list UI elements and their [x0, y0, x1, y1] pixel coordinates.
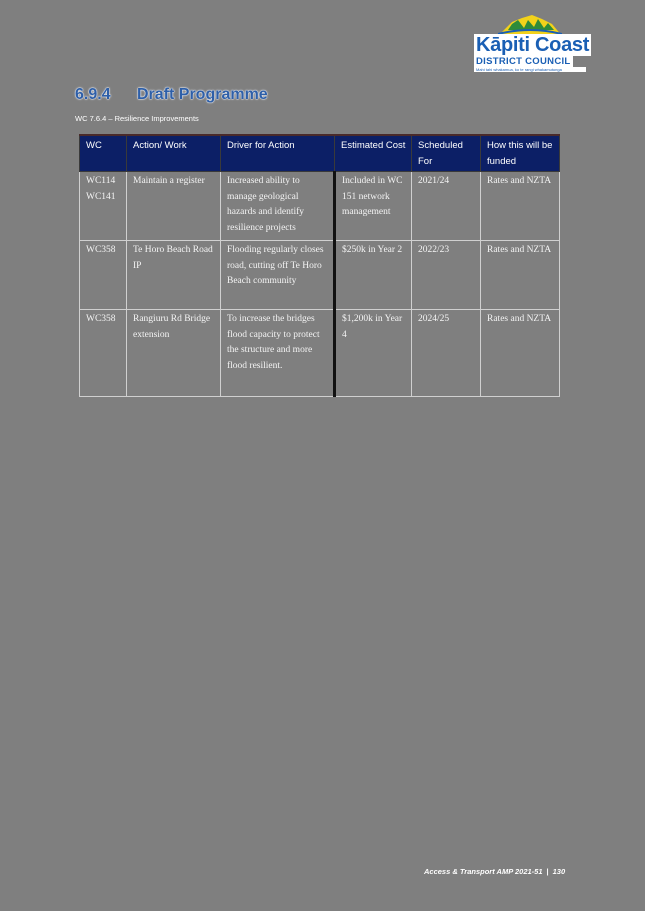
cell-cost: $250k in Year 2 — [335, 241, 412, 310]
column-header-driver: Driver for Action — [221, 135, 335, 172]
logo-tagline: Mahi tahi whakamua, ko te rangi whakamutunga — [474, 67, 586, 72]
table-header-row — [80, 135, 560, 172]
table-row — [80, 172, 560, 241]
cell-driver: Flooding regularly closes road, cutting off Te Horo Beach community — [221, 241, 335, 310]
cell-funding: Rates and NZTA — [481, 172, 560, 241]
cell-funding: Rates and NZTA — [481, 241, 560, 310]
cell-scheduled: 2021/24 — [412, 172, 481, 241]
cell-wc: WC358 — [80, 310, 127, 397]
section-heading — [75, 86, 268, 104]
column-header-action: Action/ Work — [127, 135, 221, 172]
column-header-funding: How this will be funded — [481, 135, 560, 172]
column-header-cost: Estimated Cost — [335, 135, 412, 172]
table-row — [80, 241, 560, 310]
logo-name: Kāpiti Coast — [476, 34, 590, 56]
cell-wc: WC358 — [80, 241, 127, 310]
table-caption: WC 7.6.4 – Resilience Improvements — [75, 114, 199, 123]
cell-action: Maintain a register — [127, 172, 221, 241]
logo-subtitle: DISTRICT COUNCIL — [476, 56, 571, 67]
cell-cost: Included in WC 151 network management — [335, 172, 412, 241]
kapiti-coast-logo — [472, 14, 590, 70]
footer-document-title: Access & Transport AMP 2021-51 — [424, 867, 543, 876]
column-header-wc: WC — [80, 135, 127, 172]
footer-separator: | — [546, 867, 549, 876]
cell-driver: To increase the bridges flood capacity to protect the structure and more flood resilient. — [221, 310, 335, 397]
cell-action: Te Horo Beach Road IP — [127, 241, 221, 310]
page-footer — [424, 867, 565, 876]
draft-programme-table — [79, 134, 560, 397]
cell-action: Rangiuru Rd Bridge extension — [127, 310, 221, 397]
cell-wc: WC114 WC141 — [80, 172, 127, 241]
cell-driver: Increased ability to manage geological hazards and identify resilience projects — [221, 172, 335, 241]
cell-cost: $1,200k in Year 4 — [335, 310, 412, 397]
column-header-scheduled: Scheduled For — [412, 135, 481, 172]
cell-scheduled: 2024/25 — [412, 310, 481, 397]
table-row — [80, 310, 560, 397]
cell-funding: Rates and NZTA — [481, 310, 560, 397]
section-number: 6.9.4 — [75, 86, 111, 103]
hill-logo-icon — [498, 14, 562, 36]
section-title: Draft Programme — [137, 86, 268, 103]
cell-scheduled: 2022/23 — [412, 241, 481, 310]
page-number: 130 — [552, 867, 566, 876]
